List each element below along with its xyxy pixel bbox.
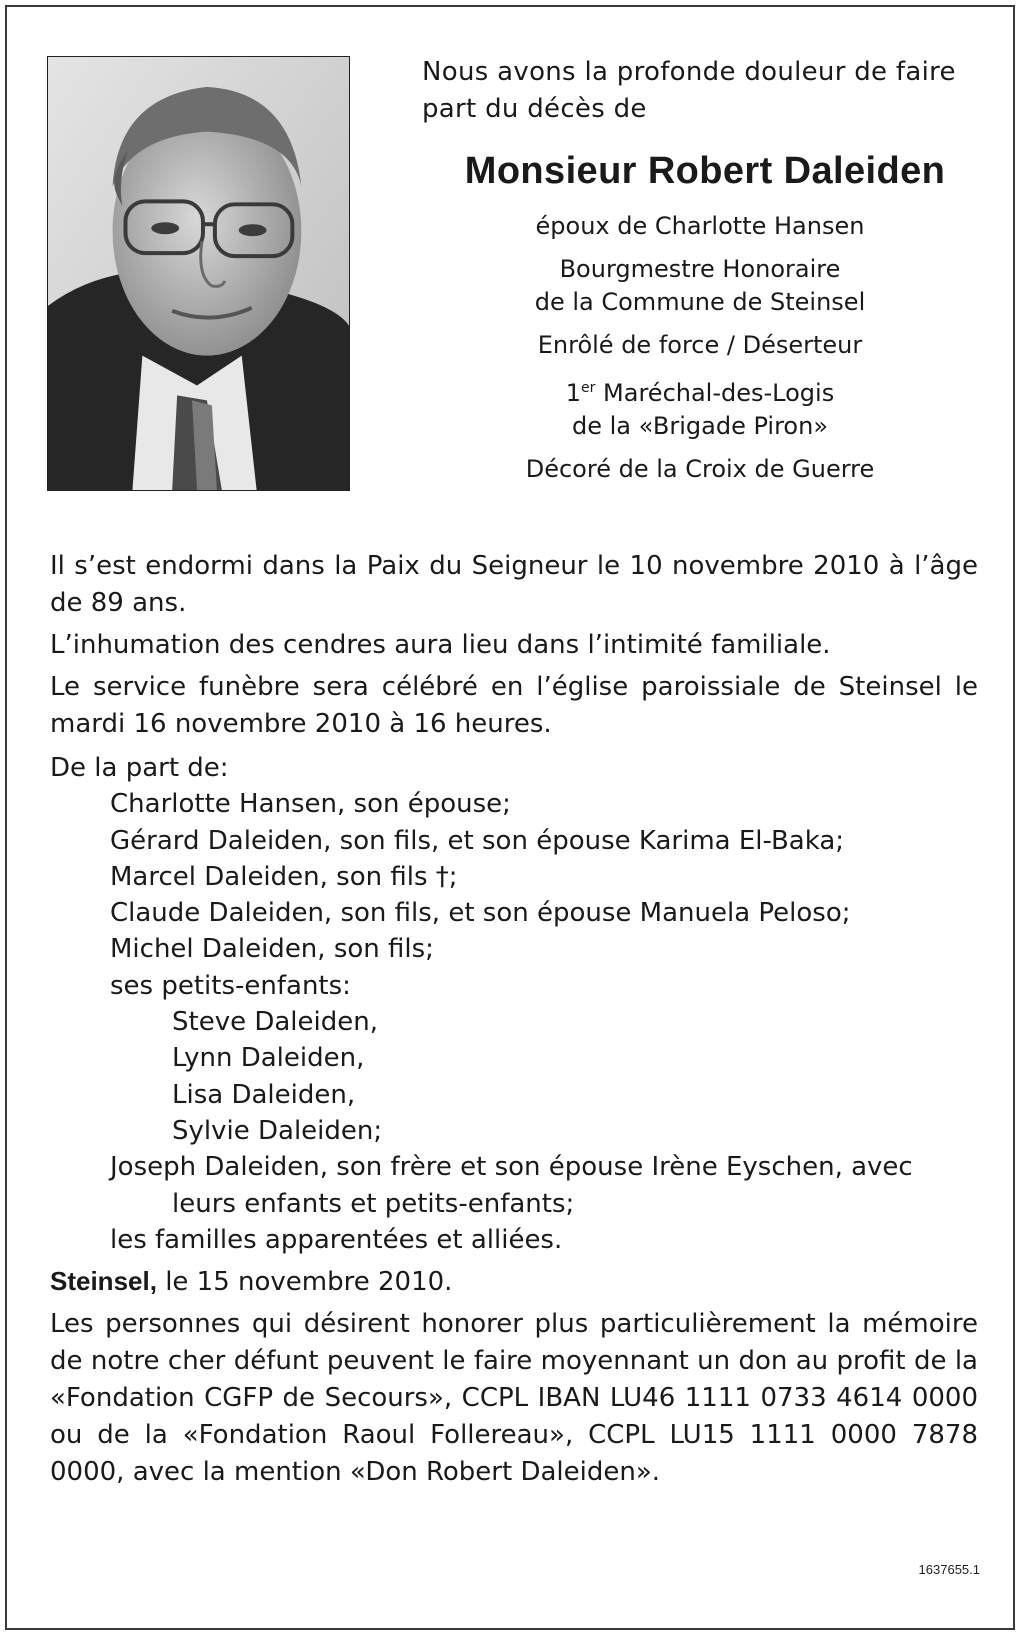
titles-block [450,210,950,486]
burial-paragraph: L’inhumation des cendres aura lieu dans l’intimité familiale. [50,630,831,660]
service-paragraph: Le service funèbre sera célébré en l’église paroissiale de Steinsel le mardi 16 novembre 2010 à 16 heures. [50,672,978,739]
families-line: les familles apparentées et alliées. [110,1224,563,1255]
rank-name: Maréchal-des-Logis [595,379,835,407]
spouse-line: époux de Charlotte Hansen [535,212,865,240]
family-list [50,750,978,1258]
family-member: Marcel Daleiden, son fils †; [110,861,458,892]
family-member: Gérard Daleiden, son fils, et son épouse Karima El-Baka; [110,825,845,856]
family-member: Charlotte Hansen, son épouse; [110,789,511,820]
reference-number: 1637655.1 [918,1562,980,1577]
decoration-line: Décoré de la Croix de Guerre [525,455,875,483]
donation-paragraph: Les personnes qui désirent honorer plus particulièrement la mémoire de notre cher défunt peuvent le faire moyennant un don au profit de la «Fondation CGFP de Secours», CCPL IBAN LU46 1111 0733 4614 0000 ou de la «Fondation Raoul Follereau», CCPL LU15 1111 0000 7878 0000, avec la mention «Don Robert Daleiden». [50,1309,978,1488]
grandchild: Lynn Daleiden, [172,1043,365,1074]
family-intro: De la part de: [50,753,229,783]
grandchildren-label: ses petits-enfants: [110,970,351,1001]
family-member: Claude Daleiden, son fils, et son épouse Manuela Peloso; [110,898,851,929]
family-member: Michel Daleiden, son fils; [110,934,434,965]
brother-line: Joseph Daleiden, son frère et son épouse Irène Eyschen, avec leurs enfants et petits-enfants; [110,1152,913,1219]
death-paragraph: Il s’est endormi dans la Paix du Seigneur le 10 novembre 2010 à l’âge de 89 ans. [50,551,978,618]
mayor-title-line2: de la Commune de Steinsel [534,288,866,316]
forced-enrolment: Enrôlé de force / Déserteur [537,331,863,359]
place: Steinsel, [50,1266,157,1297]
place-date-line [50,1263,978,1301]
notice-body [50,548,978,1491]
rank-superscript: er [581,380,596,396]
intro-text: Nous avons la profonde douleur de faire part du décès de [422,57,956,124]
mayor-title-line1: Bourgmestre Honoraire [559,255,841,283]
grandchild: Steve Daleiden, [172,1007,378,1038]
brigade-line: de la «Brigade Piron» [572,412,828,440]
grandchild: Sylvie Daleiden; [172,1115,383,1146]
grandchild: Lisa Daleiden, [172,1079,356,1110]
deceased-name: Monsieur Robert Daleiden [464,150,946,192]
rank-number: 1 [565,379,582,407]
military-rank [450,372,950,410]
date: le 15 novembre 2010. [156,1267,453,1298]
portrait-photo [47,56,350,491]
